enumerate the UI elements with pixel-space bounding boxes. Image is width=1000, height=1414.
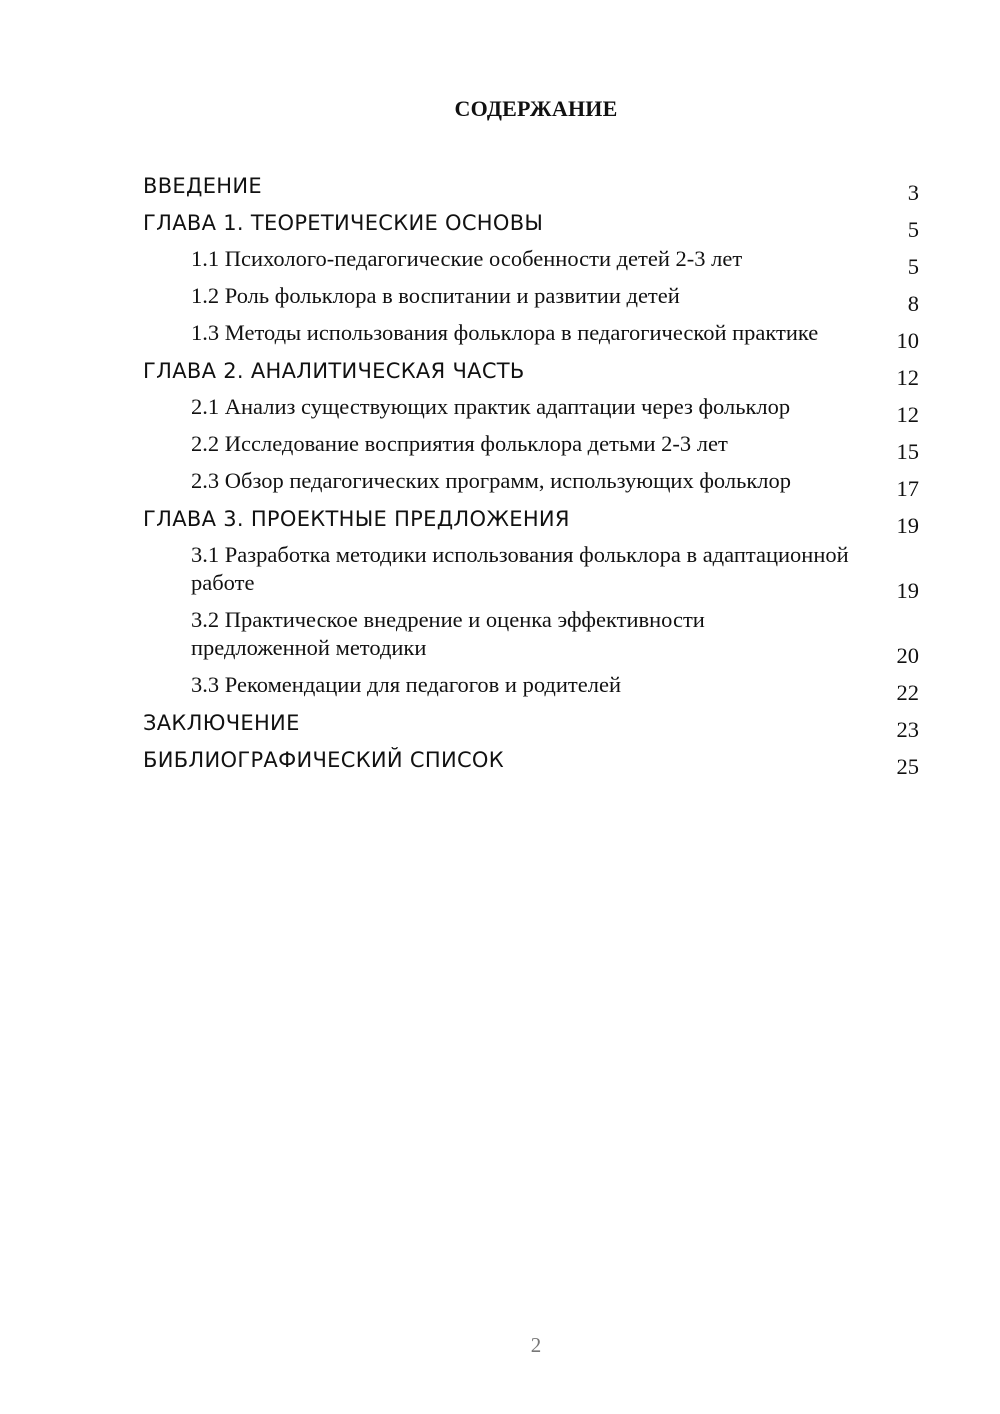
toc-entry-page: 25 [896,754,919,779]
toc-entry-page: 5 [907,254,919,279]
toc-entry-title: 1.2 Роль фольклора в воспитании и развитии детей [191,283,680,308]
toc-entry-section-1-3[interactable] [143,318,919,355]
toc-entry-page: 20 [896,643,919,668]
toc-entry-page: 15 [896,439,919,464]
toc-entry-page: 8 [907,291,919,316]
toc-entry-conclusion[interactable] [143,707,919,744]
toc-entry-title: БИБЛИОГРАФИЧЕСКИЙ СПИСОК [143,748,504,772]
table-of-contents [143,170,919,781]
toc-heading: СОДЕРЖАНИЕ [454,96,618,121]
toc-entry-title: 3.2 Практическое внедрение и оценка эффективности предложенной методики [191,607,705,660]
toc-entry-chapter-3[interactable] [143,503,919,540]
toc-entry-section-2-2[interactable] [143,429,919,466]
toc-entry-page: 17 [896,476,919,501]
toc-entry-page: 12 [896,402,919,427]
toc-entry-section-3-1[interactable] [143,540,919,605]
toc-entry-section-1-2[interactable] [143,281,919,318]
toc-entry-section-2-1[interactable] [143,392,919,429]
toc-entry-title: 2.3 Обзор педагогических программ, использующих фольклор [191,468,792,493]
toc-entry-chapter-2[interactable] [143,355,919,392]
toc-entry-title: 3.3 Рекомендации для педагогов и родителей [191,672,621,697]
toc-entry-title: 2.2 Исследование восприятия фольклора детьми 2-3 лет [191,431,728,456]
toc-entry-section-3-2[interactable] [143,605,919,670]
toc-entry-bibliography[interactable] [143,744,919,781]
toc-entry-section-1-1[interactable] [143,244,919,281]
toc-entry-page: 19 [896,578,919,603]
toc-entry-page: 3 [907,180,919,205]
toc-entry-page: 23 [896,717,919,742]
toc-entry-title: ЗАКЛЮЧЕНИЕ [143,711,300,735]
toc-entry-section-2-3[interactable] [143,466,919,503]
page-number: 2 [530,1333,542,1357]
toc-entry-title: 1.3 Методы использования фольклора в педагогической практике [191,320,819,345]
toc-entry-section-3-3[interactable] [143,670,919,707]
toc-entry-page: 5 [907,217,919,242]
toc-entry-page: 12 [896,365,919,390]
toc-entry-title: ГЛАВА 1. ТЕОРЕТИЧЕСКИЕ ОСНОВЫ [143,211,544,235]
toc-entry-title: ГЛАВА 2. АНАЛИТИЧЕСКАЯ ЧАСТЬ [143,359,525,383]
toc-entry-title: 2.1 Анализ существующих практик адаптации через фольклор [191,394,791,419]
toc-entry-title: ГЛАВА 3. ПРОЕКТНЫЕ ПРЕДЛОЖЕНИЯ [143,507,570,531]
toc-entry-title: 1.1 Психолого-педагогические особенности детей 2-3 лет [191,246,743,271]
toc-entry-title: 3.1 Разработка методики использования фольклора в адаптационной работе [191,542,849,595]
toc-entry-title: ВВЕДЕНИЕ [143,174,262,198]
toc-entry-page: 10 [896,328,919,353]
toc-entry-chapter-1[interactable] [143,207,919,244]
toc-entry-page: 22 [896,680,919,705]
toc-entry-introduction[interactable] [143,170,919,207]
toc-entry-page: 19 [896,513,919,538]
